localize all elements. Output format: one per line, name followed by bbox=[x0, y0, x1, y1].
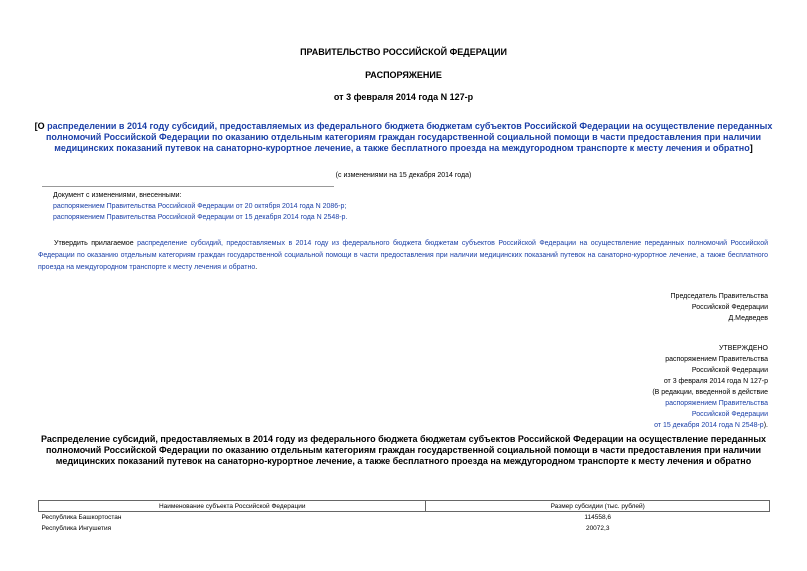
change-link-2[interactable]: распоряжением Правительства Российской Федерации от 15 декабря 2014 года N 2548-р. bbox=[53, 214, 348, 221]
subject-cell: Республика Ингушетия bbox=[41, 525, 112, 532]
approved-line-2: распоряжением Правительства bbox=[665, 356, 768, 363]
signature-position: Председатель Правительства bbox=[670, 293, 768, 300]
changes-heading: Документ с изменениями, внесенными: bbox=[53, 192, 182, 199]
changes-divider bbox=[42, 186, 334, 187]
paragraph-link[interactable]: распределение субсидий, предоставляемых в 2014 году из федерального бюджета бюджетам субъектов Российской Федерации на осуществление переданных полномочий Российской Федерации по оказанию отдельным категориям граждан государственной социальной помощи в части предоставления при наличии медицинских показаний путевок на санаторно-курортное лечение, а также бесплатного проезда на междугородном транспорте к месту лечения и обратно bbox=[38, 240, 768, 271]
approval-paragraph bbox=[38, 238, 768, 274]
table-header-row bbox=[39, 501, 770, 512]
document-title bbox=[30, 121, 777, 154]
table-row bbox=[39, 512, 770, 524]
signature-country: Российской Федерации bbox=[691, 304, 768, 311]
amount-cell: 20072,3 bbox=[585, 525, 610, 532]
paragraph-suffix: . bbox=[255, 264, 258, 271]
changes-block bbox=[53, 190, 347, 223]
paragraph-prefix: Утвердить прилагаемое bbox=[54, 240, 138, 247]
change-link-1[interactable]: распоряжением Правительства Российской Федерации от 20 октября 2014 года N 2086-р; bbox=[53, 203, 347, 210]
signature-name: Д.Медведев bbox=[728, 315, 768, 322]
amount-cell: 114558,6 bbox=[584, 514, 612, 521]
approved-line-3: Российской Федерации bbox=[691, 367, 768, 374]
approved-line-4: от 3 февраля 2014 года N 127-р bbox=[663, 378, 768, 385]
title-close-bracket: ] bbox=[749, 143, 753, 153]
approved-heading: УТВЕРЖДЕНО bbox=[718, 345, 768, 352]
approved-link-3[interactable]: от 15 декабря 2014 года N 2548-р bbox=[654, 422, 764, 429]
approved-link-3-suffix: ). bbox=[763, 422, 768, 429]
government-name: ПРАВИТЕЛЬСТВО РОССИЙСКОЙ ФЕДЕРАЦИИ bbox=[300, 47, 507, 57]
approved-link-1[interactable]: распоряжением Правительства bbox=[665, 400, 768, 407]
approved-block bbox=[652, 343, 768, 431]
table-row bbox=[39, 523, 770, 534]
as-of-note: (с изменениями на 15 декабря 2014 года) bbox=[335, 172, 472, 179]
subject-cell: Республика Башкортостан bbox=[41, 514, 122, 521]
document-date-number: от 3 февраля 2014 года N 127-р bbox=[333, 92, 474, 102]
subsidy-table bbox=[38, 500, 770, 534]
approved-line-5: (В редакции, введенной в действие bbox=[652, 389, 768, 396]
signature-block bbox=[671, 291, 768, 324]
title-link[interactable]: распределении в 2014 году субсидий, предоставляемых из федерального бюджета бюджетам субъектов Российской Федерации на осуществление переданных полномочий Российской Федерации по оказанию отдельным категориям граждан государственной социальной помощи в части предоставления при наличии медицинских показаний путевок на санаторно-курортное лечение, а также бесплатного проезда на междугородном транспорте к месту лечения и обратно bbox=[45, 121, 773, 153]
column-header-amount: Размер субсидии (тыс. рублей) bbox=[426, 501, 770, 512]
distribution-title: Распределение субсидий, предоставляемых в 2014 году из федерального бюджета бюджетам субъектов Российской Федерации на осуществление переданных полномочий Российской Федерации по оказанию отдельным категориям граждан государственной социальной помощи в части предоставления при наличии медицинских показаний путевок на санаторно-курортное лечение, а также бесплатного проезда на междугородном транспорте к месту лечения и обратно bbox=[40, 434, 767, 466]
approved-link-2[interactable]: Российской Федерации bbox=[691, 411, 768, 418]
document-kind: РАСПОРЯЖЕНИЕ bbox=[365, 70, 442, 80]
title-open-bracket: [О bbox=[34, 121, 48, 131]
column-header-subject: Наименование субъекта Российской Федерации bbox=[39, 501, 426, 512]
